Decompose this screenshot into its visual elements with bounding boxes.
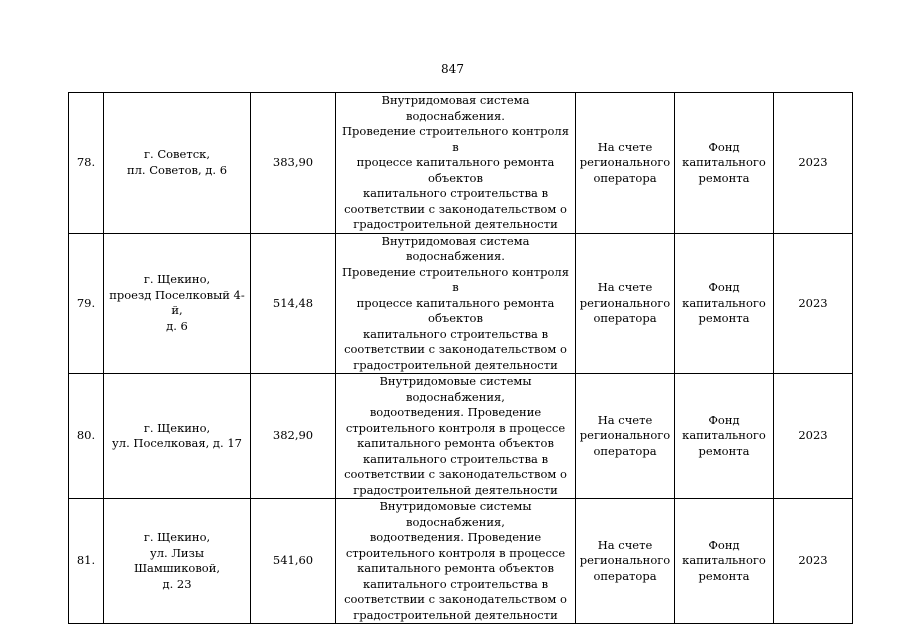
year-cell: 2023 — [774, 499, 853, 624]
work-type-cell: Внутридомовая система водоснабжения. Проведение строительного контроля в процессе капитального ремонта объектов капитального строительства в соответствии с законодательством о градостроительной деятельности — [336, 93, 576, 234]
row-number: 79. — [69, 233, 104, 374]
cost-cell: 541,60 — [251, 499, 336, 624]
row-number: 80. — [69, 374, 104, 499]
row-number: 78. — [69, 93, 104, 234]
address-cell: г. Щекино, ул. Поселковая, д. 17 — [104, 374, 251, 499]
table-row — [69, 374, 853, 499]
year-cell: 2023 — [774, 374, 853, 499]
table-row — [69, 233, 853, 374]
address-cell: г. Щекино, ул. Лизы Шамшиковой, д. 23 — [104, 499, 251, 624]
account-cell: На счете регионального оператора — [576, 374, 675, 499]
cost-cell: 383,90 — [251, 93, 336, 234]
table-row — [69, 499, 853, 624]
account-cell: На счете регионального оператора — [576, 499, 675, 624]
year-cell: 2023 — [774, 93, 853, 234]
table-row — [69, 93, 853, 234]
fund-cell: Фонд капитального ремонта — [675, 93, 774, 234]
capital-repair-table — [68, 92, 853, 624]
account-cell: На счете регионального оператора — [576, 93, 675, 234]
work-type-cell: Внутридомовые системы водоснабжения, водоотведения. Проведение строительного контроля в процессе капитального ремонта объектов капитального строительства в соответствии с законодательством о градостроительной деятельности — [336, 499, 576, 624]
row-number: 81. — [69, 499, 104, 624]
fund-cell: Фонд капитального ремонта — [675, 233, 774, 374]
work-type-cell: Внутридомовые системы водоснабжения, водоотведения. Проведение строительного контроля в процессе капитального ремонта объектов капитального строительства в соответствии с законодательством о градостроительной деятельности — [336, 374, 576, 499]
account-cell: На счете регионального оператора — [576, 233, 675, 374]
address-cell: г. Советск, пл. Советов, д. 6 — [104, 93, 251, 234]
fund-cell: Фонд капитального ремонта — [675, 374, 774, 499]
address-cell: г. Щекино, проезд Поселковый 4-й, д. 6 — [104, 233, 251, 374]
cost-cell: 514,48 — [251, 233, 336, 374]
cost-cell: 382,90 — [251, 374, 336, 499]
year-cell: 2023 — [774, 233, 853, 374]
fund-cell: Фонд капитального ремонта — [675, 499, 774, 624]
page-number: 847 — [441, 62, 464, 76]
work-type-cell: Внутридомовая система водоснабжения. Проведение строительного контроля в процессе капитального ремонта объектов капитального строительства в соответствии с законодательством о градостроительной деятельности — [336, 233, 576, 374]
